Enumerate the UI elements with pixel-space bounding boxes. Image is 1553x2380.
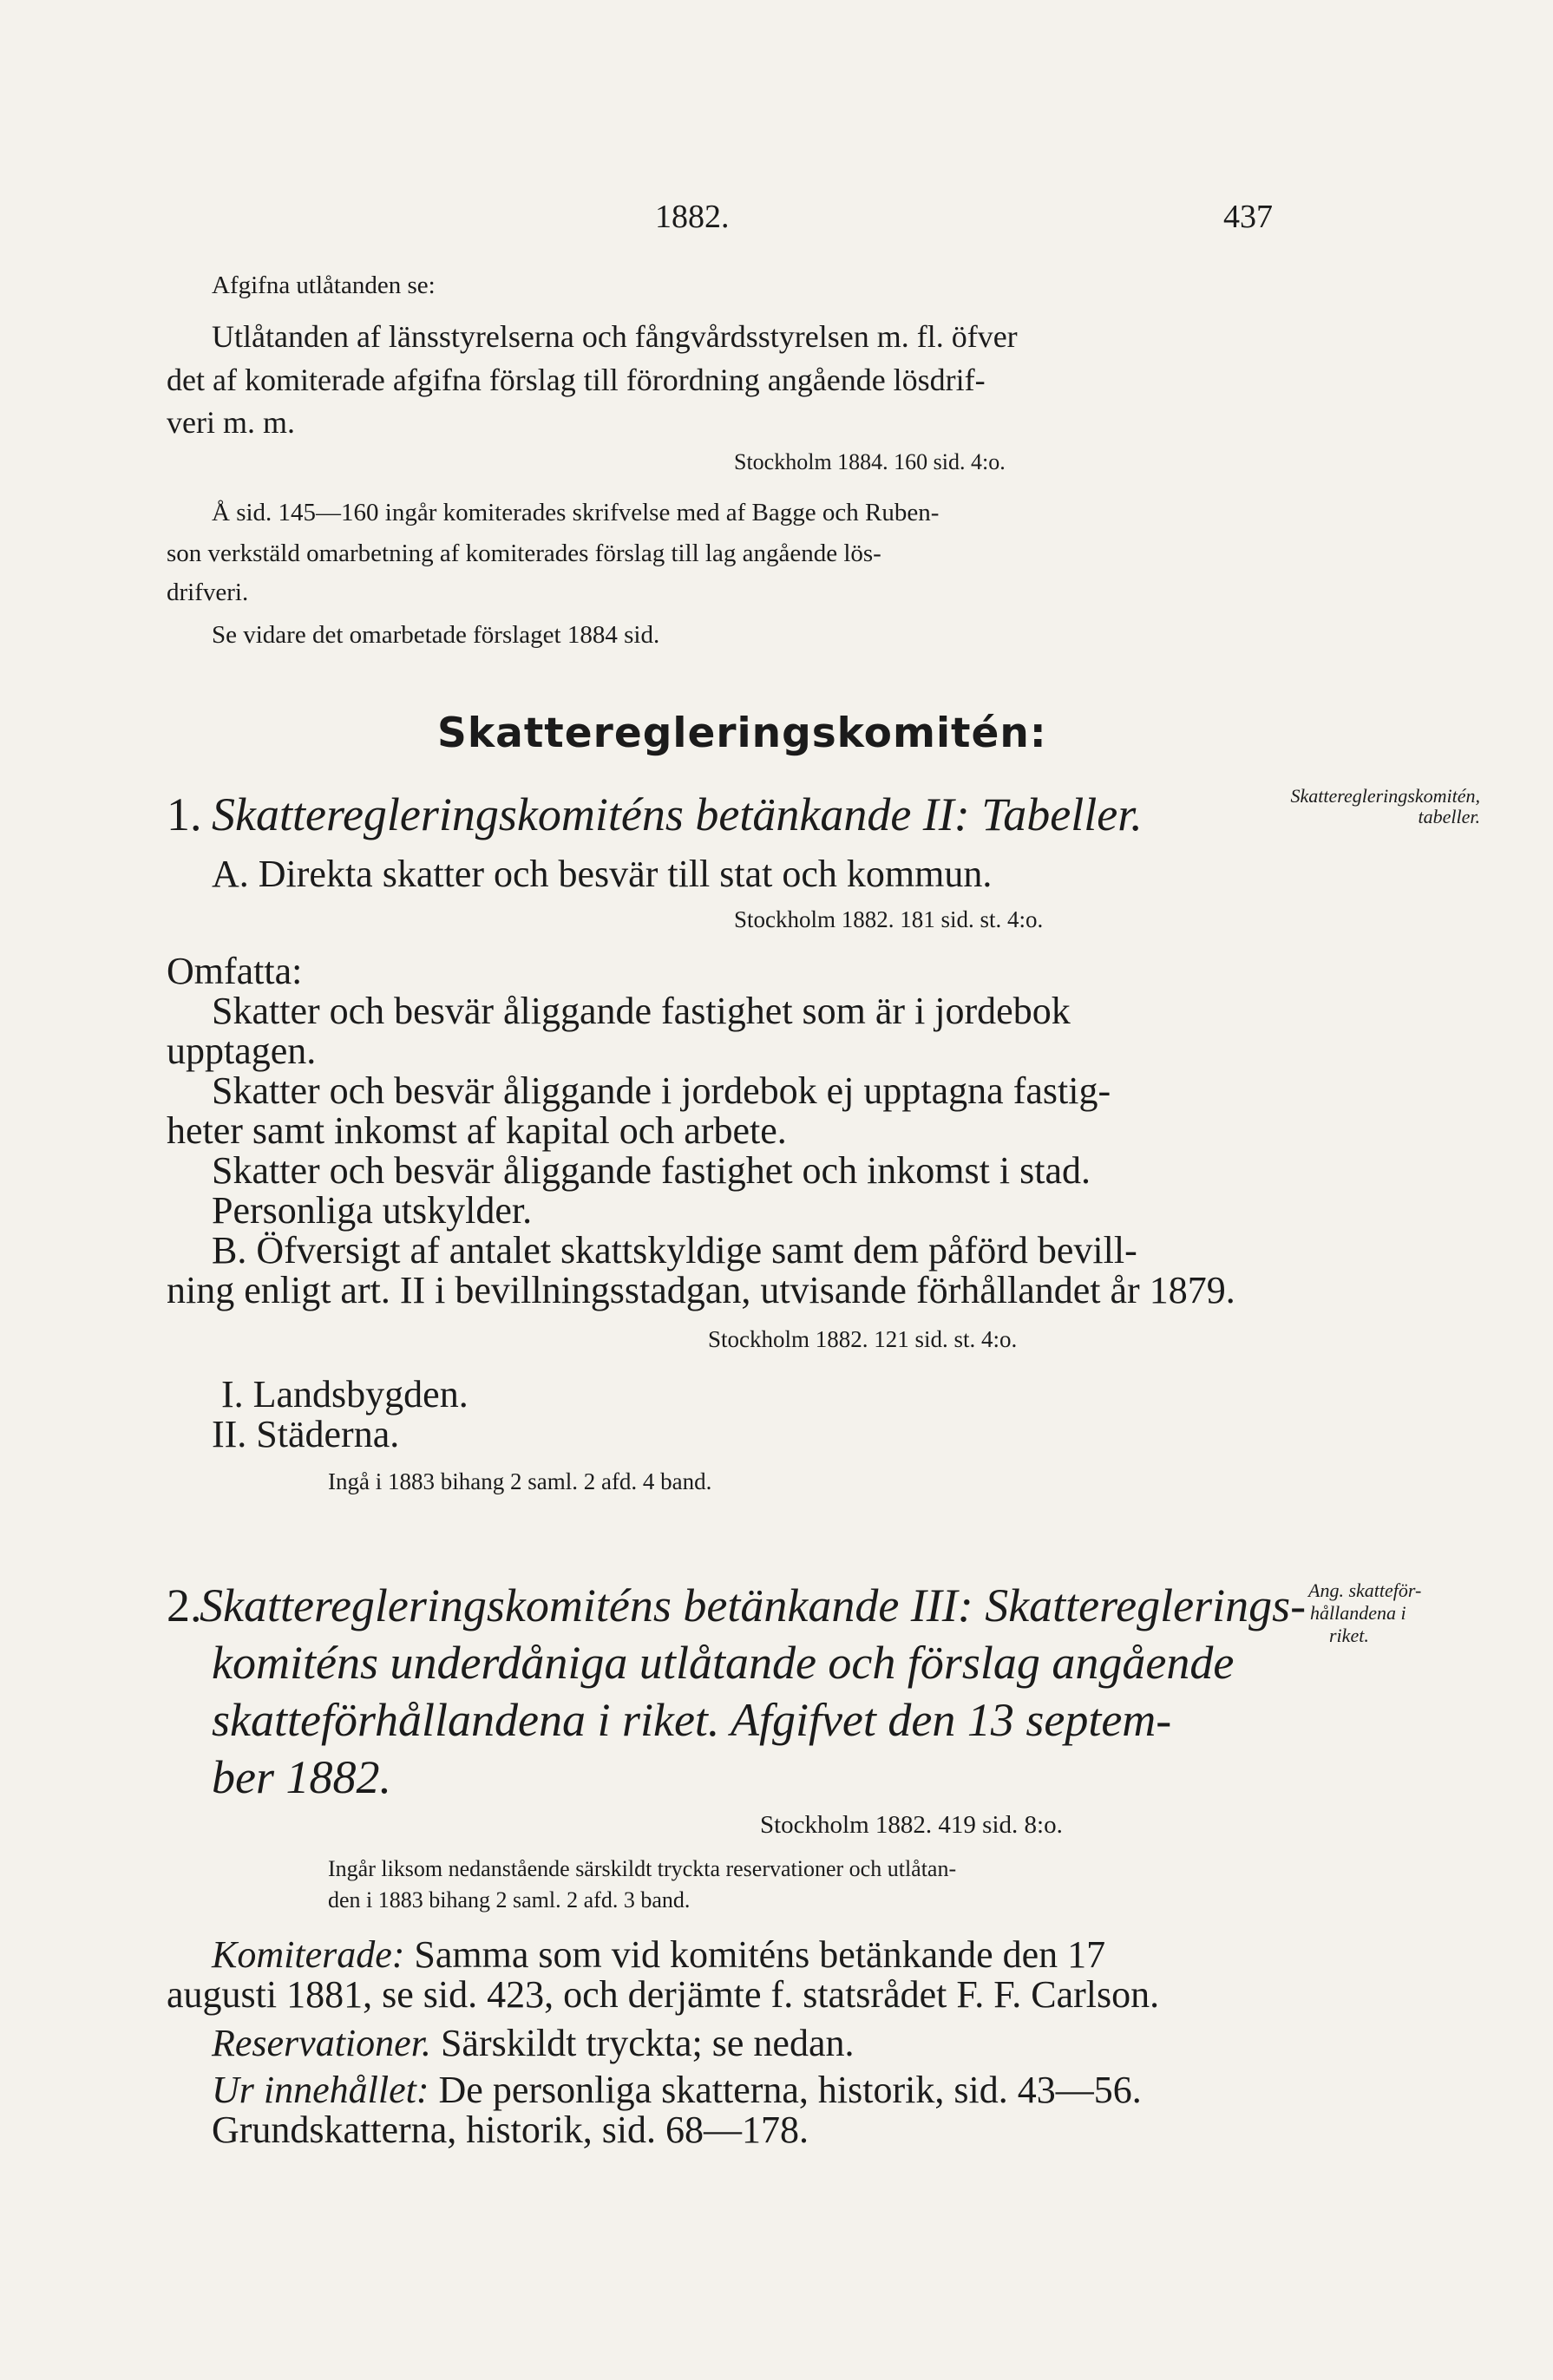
- entry-title: Skatteregleringskomiténs betänkande III: Skattereglerings-: [200, 1579, 1307, 1631]
- komiterade-text: Samma som vid komiténs betänkande den 17: [404, 1933, 1106, 1976]
- publication-info: Stockholm 1882. 121 sid. st. 4:o.: [708, 1326, 1018, 1352]
- intro-label: Afgifna utlåtanden se:: [212, 271, 436, 299]
- inclusion-note: Ingå i 1883 bihang 2 saml. 2 afd. 4 band.: [328, 1468, 712, 1494]
- content-line: heter samt inkomst af kapital och arbete.: [167, 1109, 787, 1152]
- intro-line: Utlåtanden af länsstyrelserna och fångvårdsstyrelsen m. fl. öfver: [212, 319, 1018, 354]
- page-number: 437: [1223, 199, 1273, 235]
- note-line: Å sid. 145—160 ingår komiterades skrifvelse med af Bagge och Ruben-: [212, 499, 940, 526]
- part-b-line: B. Öfversigt af antalet skattskyldige samt dem påförd bevill-: [212, 1229, 1137, 1272]
- contents-line: [212, 2068, 1142, 2112]
- entry-number: 2.: [167, 1579, 202, 1631]
- inclusion-note: den i 1883 bihang 2 saml. 2 afd. 3 band.: [328, 1887, 691, 1912]
- part-a-title: A. Direkta skatter och besvär till stat och kommun.: [212, 853, 993, 895]
- subpart-line: I. Landsbygden.: [221, 1373, 469, 1416]
- entry-title: komiténs underdåniga utlåtande och förslag angående: [212, 1637, 1235, 1689]
- content-line: upptagen.: [167, 1030, 317, 1072]
- margin-note: hållandena i: [1310, 1602, 1406, 1624]
- intro-line: det af komiterade afgifna förslag till förordning angående lösdrif-: [167, 363, 986, 397]
- komiterade-label: Komiterade:: [212, 1933, 405, 1976]
- contents-label: Ur innehållet:: [212, 2069, 429, 2111]
- margin-note: Skatteregleringskomitén, tabeller.: [1290, 785, 1480, 828]
- komiterade-line: [212, 1932, 1105, 1977]
- note-line: son verkstäld omarbetning af komiterades förslag till lag angående lös-: [167, 539, 881, 567]
- entry-title: Skatteregleringskomiténs betänkande II: Tabeller.: [212, 788, 1143, 840]
- margin-note: riket.: [1329, 1625, 1369, 1646]
- content-line: Personliga utskylder.: [212, 1189, 533, 1232]
- content-line: Skatter och besvär åliggande fastighet och inkomst i stad.: [212, 1149, 1091, 1192]
- publication-info: Stockholm 1882. 419 sid. 8:o.: [760, 1811, 1063, 1839]
- publication-info: Stockholm 1884. 160 sid. 4:o.: [734, 449, 1006, 474]
- margin-note: Ang. skatteför-: [1308, 1579, 1422, 1601]
- content-line: Grundskatterna, historik, sid. 68—178.: [212, 2109, 809, 2151]
- section-title: Skatteregleringskomitén:: [437, 709, 1047, 757]
- reservationer-text: Särskildt tryckta; se nedan.: [430, 2022, 855, 2064]
- entry-number: 1.: [167, 788, 202, 840]
- part-b-line: ning enligt art. II i bevillningsstadgan, utvisande förhållandet år 1879.: [167, 1269, 1235, 1311]
- omfatta-label: Omfatta:: [167, 950, 303, 992]
- intro-line: veri m. m.: [167, 405, 295, 440]
- subpart-line: II. Städerna.: [212, 1413, 400, 1455]
- content-line: Skatter och besvär åliggande i jordebok ej upptagna fastig-: [212, 1069, 1111, 1112]
- note-line: drifveri.: [167, 579, 249, 606]
- entry-title: ber 1882.: [212, 1751, 391, 1803]
- entry-title: skatteförhållandena i riket. Afgifvet den 13 septem-: [212, 1694, 1172, 1746]
- content-line: Skatter och besvär åliggande fastighet som är i jordebok: [212, 990, 1071, 1032]
- inclusion-note: Ingår liksom nedanstående särskildt tryckta reservationer och utlåtan-: [328, 1856, 957, 1881]
- content-line: augusti 1881, se sid. 423, och derjämte f. statsrådet F. F. Carlson.: [167, 1973, 1160, 2016]
- publication-info: Stockholm 1882. 181 sid. st. 4:o.: [734, 906, 1044, 932]
- reservationer-label: Reservationer.: [212, 2022, 431, 2064]
- note-line: Se vidare det omarbetade förslaget 1884 sid.: [212, 621, 660, 649]
- contents-text: De personliga skatterna, historik, sid. 43—56.: [429, 2069, 1142, 2111]
- page-year: 1882.: [655, 199, 730, 235]
- reservationer-line: [212, 2021, 854, 2065]
